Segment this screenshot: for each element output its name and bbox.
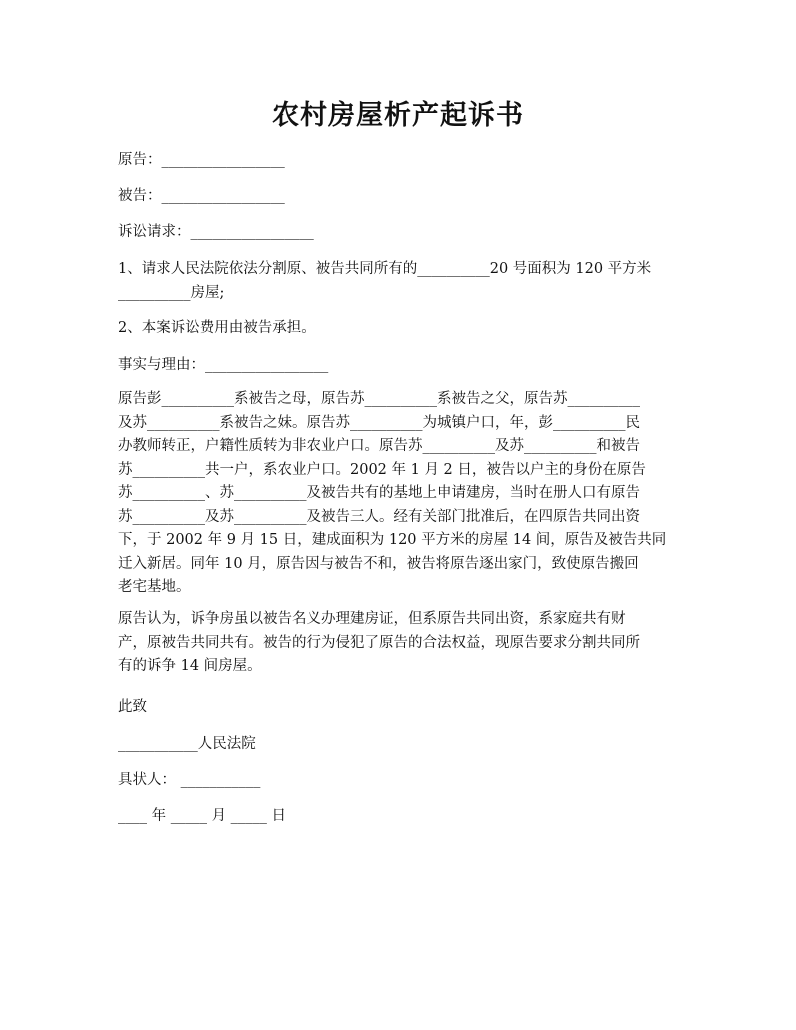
facts-row: 苏__________、苏__________及被告共有的基地上申请建房，当时在册人口有原告 xyxy=(118,485,640,501)
opinion-row: 原告认为，诉争房虽以被告名义办理建房证，但系原告共同出资，系家庭共有财 xyxy=(118,611,626,627)
document-title: 农村房屋析产起诉书 xyxy=(272,100,524,131)
facts-row: 苏__________共一户，系农业户口。2002 年 1 月 2 日，被告以户主的身份在原告 xyxy=(118,461,646,478)
closing-line: 此致 xyxy=(118,699,147,715)
claim-2-paragraph: 2、本案诉讼费用由被告承担。 xyxy=(118,320,316,336)
plaintiff-line: 原告：_________________ xyxy=(118,152,285,168)
claim-1-paragraph xyxy=(118,258,680,305)
facts-row: 苏__________及苏__________及被告三人。经有关部门批准后，在四原告共同出资 xyxy=(118,508,640,525)
facts-row: 迁入新居。同年 10 月，原告因与被告不和，被告将原告逐出家门，致使原告搬回 xyxy=(118,555,639,572)
facts-row: 下，于 2002 年 9 月 15 日，建成面积为 120 平方米的房屋 14 间，原告及被告共同 xyxy=(118,532,667,548)
facts-row: 办教师转正，户籍性质转为非农业户口。原告苏__________及苏__________和被告 xyxy=(118,438,640,454)
facts-row: 老宅基地。 xyxy=(118,579,191,595)
facts-line: 事实与理由：_________________ xyxy=(118,357,329,373)
date-line: ____ 年 _____ 月 _____ 日 xyxy=(118,808,287,824)
claims-line: 诉讼请求：_________________ xyxy=(118,224,314,240)
opinion-row: 有的诉争 14 间房屋。 xyxy=(118,658,262,674)
signer-line: 具状人： ___________ xyxy=(118,772,261,788)
defendant-line: 被告：_________________ xyxy=(118,188,285,204)
opinion-row: 产，原被告共同共有。被告的行为侵犯了原告的合法权益，现原告要求分割共同所 xyxy=(118,634,640,651)
opinion-paragraph xyxy=(118,608,680,679)
facts-paragraph xyxy=(118,388,680,600)
claim-1-row: 1、请求人民法院依法分割原、被告共同所有的__________20 号面积为 120 平方米 xyxy=(118,261,652,277)
claim-1-row: __________房屋; xyxy=(118,284,225,301)
facts-row: 及苏__________系被告之妹。原告苏__________为城镇户口，年，彭__________民 xyxy=(118,414,640,431)
facts-row: 原告彭__________系被告之母，原告苏__________系被告之父，原告苏__________ xyxy=(118,391,640,407)
court-line: ___________人民法院 xyxy=(118,736,256,752)
